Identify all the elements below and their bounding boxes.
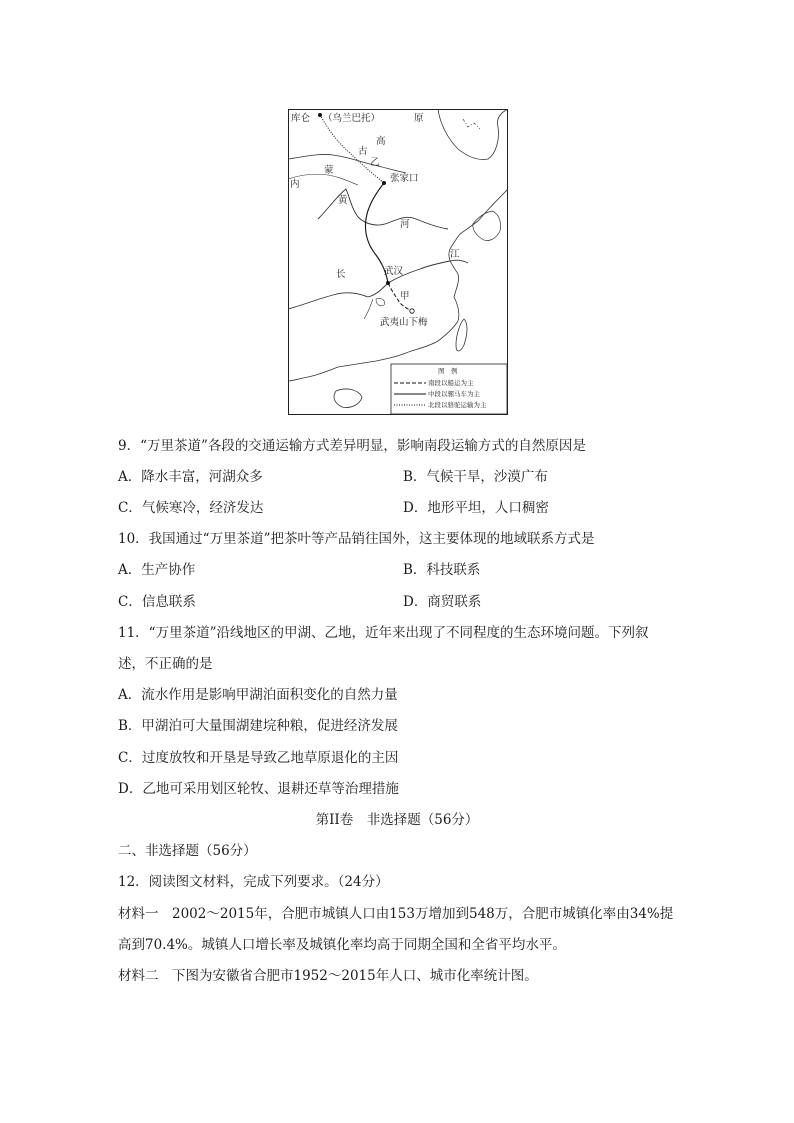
q10-stem: 10．我国通过“万里茶道”把茶叶等产品销往国外，这主要体现的地域联系方式是 — [118, 531, 595, 547]
wuhan-point — [386, 281, 390, 285]
tea-road-map — [288, 109, 508, 415]
zhangjiakou-point — [382, 181, 386, 185]
q9-option-a: A．降水丰富，河湖众多 — [118, 469, 263, 485]
label-wuhan: 武汉 — [384, 266, 404, 277]
q9-option-c: C．气候寒冷，经济发达 — [118, 500, 264, 516]
legend-item-middle: 中段以骡马车为主 — [428, 390, 480, 398]
label-meng: 蒙 — [324, 165, 334, 176]
label-gao: 高 — [376, 136, 386, 147]
label-huang: 黄 — [338, 195, 348, 206]
label-he: 河 — [400, 219, 410, 230]
label-yuan: 原 — [414, 113, 424, 124]
q11-option-c: C．过度放牧和开垦是导致乙地草原退化的主因 — [118, 750, 399, 766]
label-gu: 古 — [358, 146, 368, 157]
q11-option-d: D．乙地可采用划区轮牧、退耕还草等治理措施 — [118, 781, 399, 797]
q10-option-d: D．商贸联系 — [403, 594, 482, 610]
label-jia: 甲 — [400, 291, 410, 302]
label-nei: 内 — [290, 179, 300, 190]
q12-stem: 12．阅读图文材料，完成下列要求。（24分） — [118, 874, 389, 890]
label-wuyishan: 武夷山下梅 — [380, 317, 428, 328]
section-title: 第II卷 非选择题（56分） — [315, 812, 479, 828]
q9-option-b: B．气候干旱，沙漠广布 — [403, 469, 548, 485]
q10-option-c: C．信息联系 — [118, 594, 196, 610]
map-svg — [288, 109, 508, 415]
q11-stem-line1: 11．“万里茶道”沿线地区的甲湖、乙地，近年来出现了不同程度的生态环境问题。下列叙 — [118, 625, 649, 641]
q11-stem-line2: 述，不正确的是 — [118, 656, 213, 672]
map-legend — [391, 364, 507, 414]
legend-item-south: 南段以船运为主 — [428, 379, 474, 387]
q12-material1-line1: 材料一 2002～2015年，合肥市城镇人口由153万增加到548万，合肥市城镇化率由34%提 — [118, 906, 674, 922]
label-zhangjiakou: 张家口 — [390, 173, 419, 184]
q9-option-d: D．地形平坦，人口稠密 — [403, 500, 549, 516]
wuyishan-point — [410, 309, 414, 313]
label-yi: 乙 — [370, 157, 380, 168]
q10-option-a: A．生产协作 — [118, 562, 196, 578]
q12-material2: 材料二 下图为安徽省合肥市1952～2015年人口、城市化率统计图。 — [118, 968, 538, 984]
q11-option-a: A．流水作用是影响甲湖泊面积变化的自然力量 — [118, 687, 398, 703]
q9-stem: 9．“万里茶道”各段的交通运输方式差异明显，影响南段运输方式的自然原因是 — [118, 438, 586, 454]
label-ulanbator: （乌兰巴托） — [323, 113, 381, 124]
label-chang: 长 — [336, 269, 346, 280]
label-jiang: 江 — [450, 249, 460, 260]
legend-item-north: 北段以骆驼运输为主 — [428, 401, 487, 409]
q10-option-b: B．科技联系 — [403, 562, 481, 578]
q12-material1-line2: 高到70.4%。城镇人口增长率及城镇化率均高于同期全国和全省平均水平。 — [118, 937, 566, 953]
q11-option-b: B．甲湖泊可大量围湖建垸种粮，促进经济发展 — [118, 718, 398, 734]
legend-title: 图 例 — [438, 367, 458, 375]
section-heading: 二、非选择题（56分） — [118, 843, 257, 859]
kulun-point — [318, 113, 322, 117]
label-kulun: 库仑 — [291, 113, 311, 124]
